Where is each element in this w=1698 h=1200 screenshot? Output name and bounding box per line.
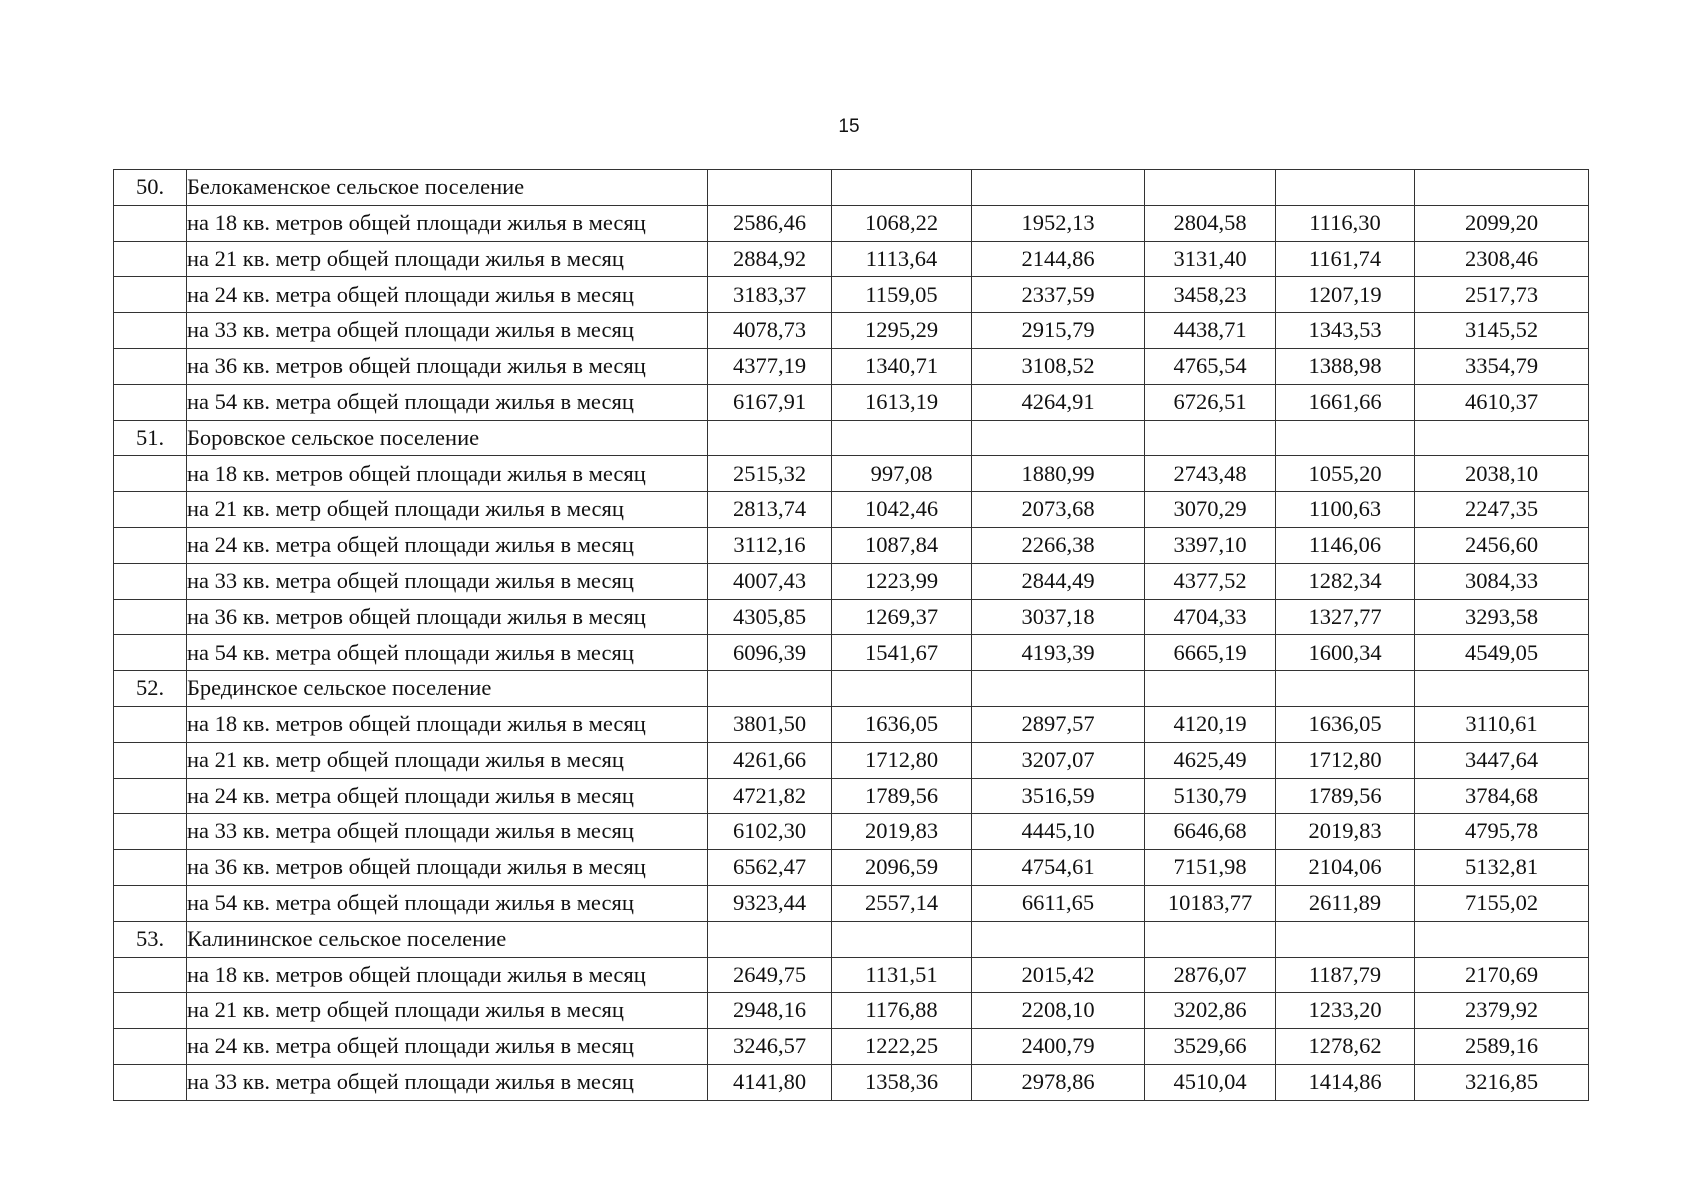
value-cell: 3112,16 (708, 527, 832, 563)
row-label: на 18 кв. метров общей площади жилья в месяц (187, 957, 708, 993)
value-cell: 3246,57 (708, 1029, 832, 1065)
value-cell: 4193,39 (972, 635, 1145, 671)
page-number: 15 (838, 116, 860, 137)
section-number: 50. (114, 170, 187, 206)
empty-cell (1415, 671, 1589, 707)
value-cell: 2019,83 (832, 814, 972, 850)
value-cell: 1295,29 (832, 313, 972, 349)
value-cell: 4510,04 (1145, 1064, 1276, 1100)
row-label: на 24 кв. метра общей площади жилья в месяц (187, 527, 708, 563)
value-cell: 4721,82 (708, 778, 832, 814)
table-row (114, 635, 1589, 671)
value-cell: 4264,91 (972, 384, 1145, 420)
value-cell: 1161,74 (1276, 241, 1415, 277)
value-cell: 2099,20 (1415, 205, 1589, 241)
table-row (114, 706, 1589, 742)
empty-cell (1415, 921, 1589, 957)
value-cell: 2813,74 (708, 492, 832, 528)
value-cell: 1636,05 (1276, 706, 1415, 742)
table-row (114, 599, 1589, 635)
value-cell: 6611,65 (972, 885, 1145, 921)
value-cell: 2208,10 (972, 993, 1145, 1029)
value-cell: 1712,80 (1276, 742, 1415, 778)
value-cell: 4438,71 (1145, 313, 1276, 349)
value-cell: 3207,07 (972, 742, 1145, 778)
empty-cell (972, 420, 1145, 456)
value-cell: 4261,66 (708, 742, 832, 778)
empty-cell (1145, 921, 1276, 957)
value-cell: 4610,37 (1415, 384, 1589, 420)
empty-cell (1276, 420, 1415, 456)
value-cell: 2104,06 (1276, 850, 1415, 886)
table-row (114, 384, 1589, 420)
value-cell: 1541,67 (832, 635, 972, 671)
value-cell: 3131,40 (1145, 241, 1276, 277)
empty-cell (114, 348, 187, 384)
section-title: Белокаменское сельское поселение (187, 170, 708, 206)
value-cell: 1278,62 (1276, 1029, 1415, 1065)
empty-cell (114, 1064, 187, 1100)
value-cell: 6646,68 (1145, 814, 1276, 850)
empty-cell (114, 778, 187, 814)
value-cell: 1414,86 (1276, 1064, 1415, 1100)
value-cell: 2557,14 (832, 885, 972, 921)
value-cell: 2978,86 (972, 1064, 1145, 1100)
row-label: на 36 кв. метров общей площади жилья в месяц (187, 850, 708, 886)
value-cell: 1233,20 (1276, 993, 1415, 1029)
value-cell: 2915,79 (972, 313, 1145, 349)
row-label: на 54 кв. метра общей площади жилья в месяц (187, 885, 708, 921)
value-cell: 2611,89 (1276, 885, 1415, 921)
value-cell: 6167,91 (708, 384, 832, 420)
value-cell: 1327,77 (1276, 599, 1415, 635)
empty-cell (114, 563, 187, 599)
value-cell: 4377,52 (1145, 563, 1276, 599)
table-row (114, 527, 1589, 563)
value-cell: 1636,05 (832, 706, 972, 742)
value-cell: 1343,53 (1276, 313, 1415, 349)
value-cell: 1176,88 (832, 993, 972, 1029)
value-cell: 2308,46 (1415, 241, 1589, 277)
empty-cell (114, 384, 187, 420)
value-cell: 2170,69 (1415, 957, 1589, 993)
empty-cell (708, 420, 832, 456)
row-label: на 33 кв. метра общей площади жилья в месяц (187, 1064, 708, 1100)
value-cell: 2337,59 (972, 277, 1145, 313)
value-cell: 2144,86 (972, 241, 1145, 277)
value-cell: 3801,50 (708, 706, 832, 742)
value-cell: 3293,58 (1415, 599, 1589, 635)
empty-cell (114, 599, 187, 635)
table-body (114, 170, 1589, 1101)
table-row (114, 563, 1589, 599)
value-cell: 1116,30 (1276, 205, 1415, 241)
empty-cell (708, 671, 832, 707)
value-cell: 1131,51 (832, 957, 972, 993)
row-label: на 21 кв. метр общей площади жилья в месяц (187, 492, 708, 528)
empty-cell (708, 170, 832, 206)
row-label: на 21 кв. метр общей площади жилья в месяц (187, 993, 708, 1029)
value-cell: 4754,61 (972, 850, 1145, 886)
empty-cell (708, 921, 832, 957)
value-cell: 2096,59 (832, 850, 972, 886)
table-row (114, 957, 1589, 993)
section-header-row (114, 420, 1589, 456)
value-cell: 6562,47 (708, 850, 832, 886)
empty-cell (114, 492, 187, 528)
value-cell: 1042,46 (832, 492, 972, 528)
row-label: на 18 кв. метров общей площади жилья в месяц (187, 456, 708, 492)
section-header-row (114, 170, 1589, 206)
value-cell: 1789,56 (832, 778, 972, 814)
empty-cell (114, 993, 187, 1029)
value-cell: 1087,84 (832, 527, 972, 563)
value-cell: 1146,06 (1276, 527, 1415, 563)
value-cell: 4549,05 (1415, 635, 1589, 671)
row-label: на 18 кв. метров общей площади жилья в месяц (187, 205, 708, 241)
value-cell: 3784,68 (1415, 778, 1589, 814)
value-cell: 2517,73 (1415, 277, 1589, 313)
tariff-table (113, 169, 1589, 1101)
value-cell: 5132,81 (1415, 850, 1589, 886)
empty-cell (832, 170, 972, 206)
empty-cell (1276, 921, 1415, 957)
empty-cell (972, 671, 1145, 707)
row-label: на 24 кв. метра общей площади жилья в месяц (187, 277, 708, 313)
value-cell: 1207,19 (1276, 277, 1415, 313)
value-cell: 4445,10 (972, 814, 1145, 850)
value-cell: 2897,57 (972, 706, 1145, 742)
value-cell: 1068,22 (832, 205, 972, 241)
value-cell: 2884,92 (708, 241, 832, 277)
empty-cell (1415, 170, 1589, 206)
empty-cell (114, 241, 187, 277)
table-row (114, 241, 1589, 277)
empty-cell (114, 957, 187, 993)
empty-cell (114, 277, 187, 313)
value-cell: 2015,42 (972, 957, 1145, 993)
row-label: на 33 кв. метра общей площади жилья в месяц (187, 563, 708, 599)
section-header-row (114, 671, 1589, 707)
empty-cell (832, 921, 972, 957)
value-cell: 3110,61 (1415, 706, 1589, 742)
value-cell: 9323,44 (708, 885, 832, 921)
table-row (114, 814, 1589, 850)
value-cell: 2073,68 (972, 492, 1145, 528)
section-number: 51. (114, 420, 187, 456)
value-cell: 4007,43 (708, 563, 832, 599)
empty-cell (114, 313, 187, 349)
value-cell: 2247,35 (1415, 492, 1589, 528)
row-label: на 33 кв. метра общей площади жилья в месяц (187, 313, 708, 349)
value-cell: 1613,19 (832, 384, 972, 420)
empty-cell (114, 635, 187, 671)
value-cell: 4141,80 (708, 1064, 832, 1100)
empty-cell (114, 742, 187, 778)
empty-cell (1145, 420, 1276, 456)
empty-cell (114, 885, 187, 921)
empty-cell (1276, 170, 1415, 206)
row-label: на 54 кв. метра общей площади жилья в месяц (187, 384, 708, 420)
value-cell: 2586,46 (708, 205, 832, 241)
value-cell: 3070,29 (1145, 492, 1276, 528)
value-cell: 2456,60 (1415, 527, 1589, 563)
table-row (114, 1029, 1589, 1065)
value-cell: 2400,79 (972, 1029, 1145, 1065)
value-cell: 1789,56 (1276, 778, 1415, 814)
table-row (114, 348, 1589, 384)
row-label: на 33 кв. метра общей площади жилья в месяц (187, 814, 708, 850)
value-cell: 2876,07 (1145, 957, 1276, 993)
table-row (114, 742, 1589, 778)
empty-cell (1145, 170, 1276, 206)
value-cell: 2379,92 (1415, 993, 1589, 1029)
empty-cell (1415, 420, 1589, 456)
empty-cell (114, 850, 187, 886)
value-cell: 1159,05 (832, 277, 972, 313)
value-cell: 6102,30 (708, 814, 832, 850)
value-cell: 1223,99 (832, 563, 972, 599)
empty-cell (972, 170, 1145, 206)
table-row (114, 313, 1589, 349)
value-cell: 6665,19 (1145, 635, 1276, 671)
empty-cell (114, 706, 187, 742)
value-cell: 4765,54 (1145, 348, 1276, 384)
value-cell: 4305,85 (708, 599, 832, 635)
value-cell: 2844,49 (972, 563, 1145, 599)
section-header-row (114, 921, 1589, 957)
value-cell: 2038,10 (1415, 456, 1589, 492)
table-row (114, 1064, 1589, 1100)
value-cell: 3447,64 (1415, 742, 1589, 778)
value-cell: 3458,23 (1145, 277, 1276, 313)
value-cell: 4625,49 (1145, 742, 1276, 778)
table-row (114, 850, 1589, 886)
value-cell: 1880,99 (972, 456, 1145, 492)
row-label: на 36 кв. метров общей площади жилья в месяц (187, 599, 708, 635)
value-cell: 2804,58 (1145, 205, 1276, 241)
value-cell: 3354,79 (1415, 348, 1589, 384)
value-cell: 2515,32 (708, 456, 832, 492)
value-cell: 2589,16 (1415, 1029, 1589, 1065)
value-cell: 3516,59 (972, 778, 1145, 814)
value-cell: 1388,98 (1276, 348, 1415, 384)
value-cell: 2266,38 (972, 527, 1145, 563)
row-label: на 24 кв. метра общей площади жилья в месяц (187, 778, 708, 814)
value-cell: 1358,36 (832, 1064, 972, 1100)
value-cell: 4704,33 (1145, 599, 1276, 635)
empty-cell (1276, 671, 1415, 707)
section-title: Боровское сельское поселение (187, 420, 708, 456)
value-cell: 7151,98 (1145, 850, 1276, 886)
value-cell: 1340,71 (832, 348, 972, 384)
value-cell: 5130,79 (1145, 778, 1276, 814)
value-cell: 3183,37 (708, 277, 832, 313)
value-cell: 2743,48 (1145, 456, 1276, 492)
empty-cell (114, 205, 187, 241)
value-cell: 4795,78 (1415, 814, 1589, 850)
table-row (114, 778, 1589, 814)
value-cell: 997,08 (832, 456, 972, 492)
empty-cell (1145, 671, 1276, 707)
empty-cell (832, 671, 972, 707)
row-label: на 21 кв. метр общей площади жилья в месяц (187, 241, 708, 277)
row-label: на 36 кв. метров общей площади жилья в месяц (187, 348, 708, 384)
row-label: на 54 кв. метра общей площади жилья в месяц (187, 635, 708, 671)
value-cell: 3037,18 (972, 599, 1145, 635)
value-cell: 3397,10 (1145, 527, 1276, 563)
section-title: Брединское сельское поселение (187, 671, 708, 707)
value-cell: 2019,83 (1276, 814, 1415, 850)
row-label: на 21 кв. метр общей площади жилья в месяц (187, 742, 708, 778)
value-cell: 1712,80 (832, 742, 972, 778)
table-row (114, 993, 1589, 1029)
value-cell: 1600,34 (1276, 635, 1415, 671)
value-cell: 4078,73 (708, 313, 832, 349)
empty-cell (972, 921, 1145, 957)
value-cell: 2948,16 (708, 993, 832, 1029)
value-cell: 1187,79 (1276, 957, 1415, 993)
value-cell: 1269,37 (832, 599, 972, 635)
value-cell: 1100,63 (1276, 492, 1415, 528)
value-cell: 1222,25 (832, 1029, 972, 1065)
empty-cell (114, 814, 187, 850)
value-cell: 7155,02 (1415, 885, 1589, 921)
section-number: 52. (114, 671, 187, 707)
table-row (114, 456, 1589, 492)
value-cell: 3216,85 (1415, 1064, 1589, 1100)
value-cell: 3108,52 (972, 348, 1145, 384)
value-cell: 3202,86 (1145, 993, 1276, 1029)
value-cell: 6096,39 (708, 635, 832, 671)
value-cell: 6726,51 (1145, 384, 1276, 420)
section-title: Калининское сельское поселение (187, 921, 708, 957)
value-cell: 4377,19 (708, 348, 832, 384)
value-cell: 4120,19 (1145, 706, 1276, 742)
table-row (114, 205, 1589, 241)
value-cell: 1952,13 (972, 205, 1145, 241)
table-row (114, 885, 1589, 921)
row-label: на 18 кв. метров общей площади жилья в месяц (187, 706, 708, 742)
empty-cell (832, 420, 972, 456)
value-cell: 3084,33 (1415, 563, 1589, 599)
empty-cell (114, 456, 187, 492)
empty-cell (114, 1029, 187, 1065)
value-cell: 1661,66 (1276, 384, 1415, 420)
table-row (114, 492, 1589, 528)
table-row (114, 277, 1589, 313)
value-cell: 10183,77 (1145, 885, 1276, 921)
value-cell: 3145,52 (1415, 313, 1589, 349)
value-cell: 1113,64 (832, 241, 972, 277)
empty-cell (114, 527, 187, 563)
row-label: на 24 кв. метра общей площади жилья в месяц (187, 1029, 708, 1065)
value-cell: 1282,34 (1276, 563, 1415, 599)
section-number: 53. (114, 921, 187, 957)
value-cell: 1055,20 (1276, 456, 1415, 492)
value-cell: 2649,75 (708, 957, 832, 993)
value-cell: 3529,66 (1145, 1029, 1276, 1065)
